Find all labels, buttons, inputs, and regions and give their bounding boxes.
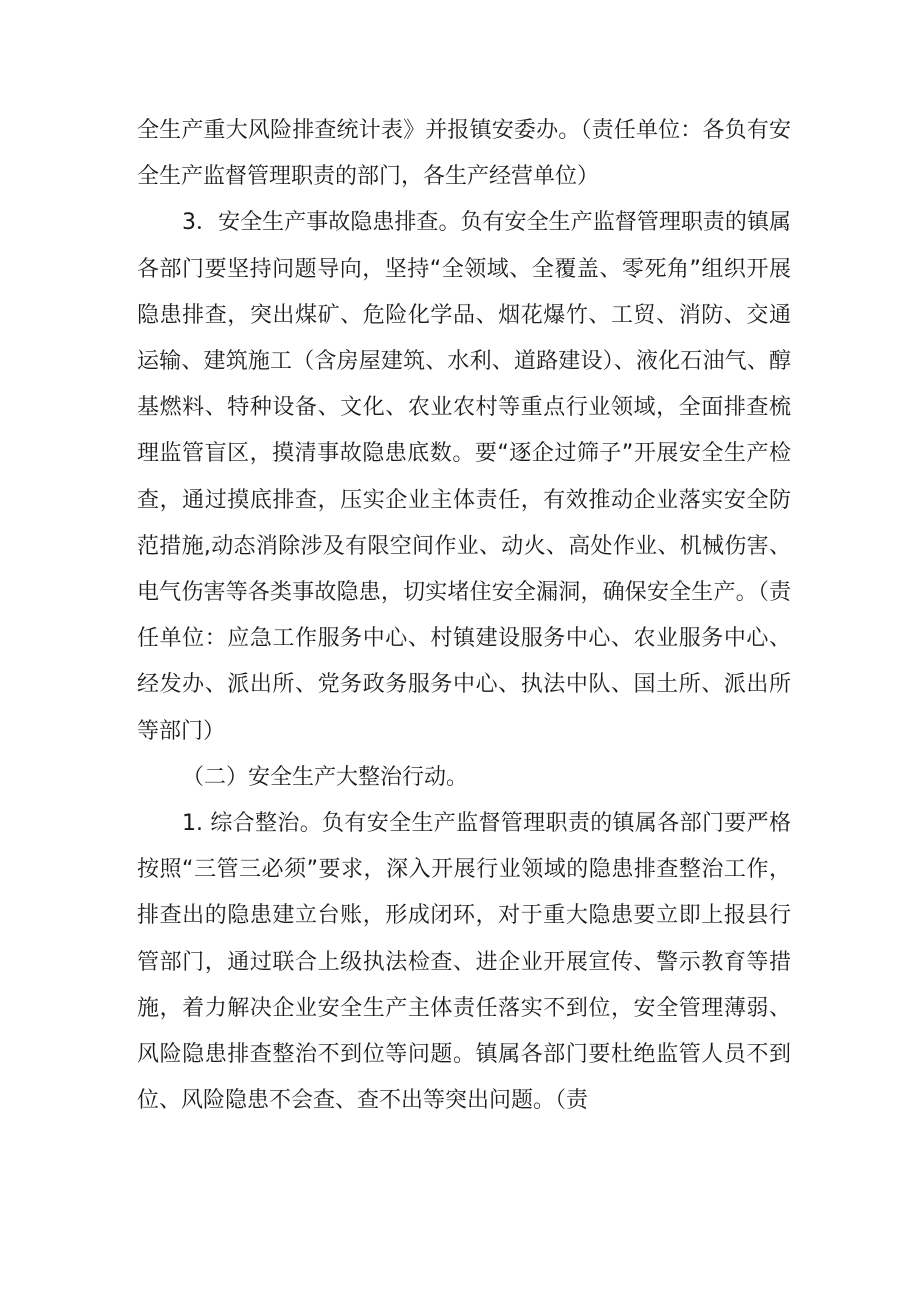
paragraph-hazard-inspection: 3．安全生产事故隐患排查。负有安全生产监督管理职责的镇属各部门要坚持问题导向，坚持“全领域、全覆盖、零死角”组织开展隐患排查，突出煤矿、危险化学品、烟花爆竹、工贸、消防、交通运输、建筑施工（含房屋建筑、水利、道路建设）、液化石油气、醇基燃料、特种设备、文化、农业农村等重点行业领域，全面排查梳理监管盲区，摸清事故隐患底数。要“逐企过筛子”开展安全生产检查，通过摸底排查，压实企业主体责任，有效推动企业落实安全防范措施,动态消除涉及有限空间作业、动火、高处作业、机械伤害、电气伤害等各类事故隐患，切实堵住安全漏洞，确保安全生产。（责任单位：应急工作服务中心、村镇建设服务中心、农业服务中心、经发办、派出所、党务政务服务中心、执法中队、国土所、派出所等部门） xyxy=(137,210,791,744)
section-heading-rectification: （二）安全生产大整治行动。 xyxy=(182,764,469,790)
document-body xyxy=(137,108,791,1124)
paragraph-continuation: 全生产重大风险排查统计表》并报镇安委办。（责任单位：各负有安全生产监督管理职责的部门，各生产经营单位） xyxy=(137,118,791,190)
paragraph-comprehensive-rectification: 1. 综合整治。负有安全生产监督管理职责的镇属各部门要严格按照“三管三必须”要求，深入开展行业领域的隐患排查整治工作，排查出的隐患建立台账，形成闭环，对于重大隐患要立即上报县行管部门，通过联合上级执法检查、进企业开展宣传、警示教育等措施，着力解决企业安全生产主体责任落实不到位，安全管理薄弱、风险隐患排查整治不到位等问题。镇属各部门要杜绝监管人员不到位、风险隐患不会查、查不出等突出问题。（责 xyxy=(137,811,791,1114)
